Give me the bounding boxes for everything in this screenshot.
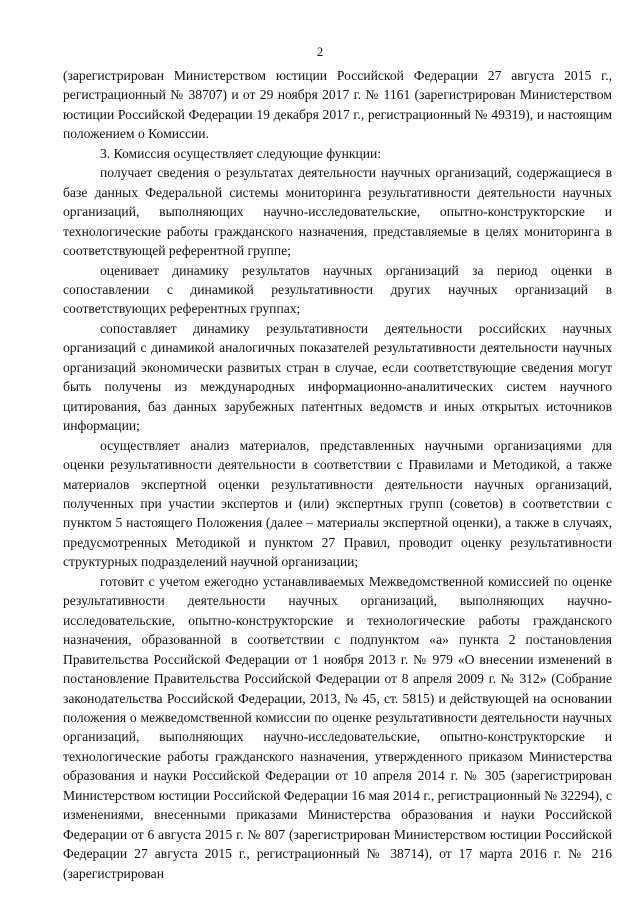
paragraph-functions-heading: 3. Комиссия осуществляет следующие функции: xyxy=(100,145,382,161)
paragraph-continuation: (зарегистрирован Министерством юстиции Российской Федерации 27 августа 2015 г., регистрационный № 38707) и от 29 ноября 2017 г. № 1161 (зарегистрирован Министерством юстиции Российской Федерации 19 декабря 2017 г., регистрационный № 49319), и настоящим положением о Комиссии. xyxy=(63,68,612,142)
page-number: 2 xyxy=(316,44,324,59)
document-body xyxy=(63,66,612,883)
paragraph-evaluates-dynamics: оценивает динамику результатов научных организаций за период оценки в сопоставлении с динамикой результативности других научных организаций в соответствующих референтных группах; xyxy=(63,262,612,317)
paragraph-compares-dynamics: сопоставляет динамику результативности деятельности российских научных организаций с динамикой аналогичных показателей результативности деятельности научных организаций экономически развитых стран в случае, если соответствующие сведения могут быть получены из международных информационно-аналитических систем научного цитирования, баз данных зарубежных патентных ведомств и иных открытых источников информации; xyxy=(63,320,612,434)
paragraph-receives-data: получает сведения о результатах деятельности научных организаций, содержащиеся в базе данных Федеральной системы мониторинга результативности деятельности научных организаций, выполняющих научно-исследовательские, опытно-конструкторские и технологические работы гражданского назначения, представляемые в целях мониторинга в соответствующей референтной группе; xyxy=(63,165,612,259)
paragraph-prepares: готовит с учетом ежегодно устанавливаемых Межведомственной комиссией по оценке результативности деятельности научных организаций, выполняющих научно-исследовательские, опытно-конструкторские и технологические работы гражданского назначения, образованной в соответствии с подпунктом «а» пункта 2 постановления Правительства Российской Федерации от 1 ноября 2013 г. № 979 «О внесении изменений в постановление Правительства Российской Федерации от 8 апреля 2009 г. № 312» (Собрание законодательства Российской Федерации, 2013, № 45, ст. 5815) и действующей на основании положения о межведомственной комиссии по оценке результативности деятельности научных организаций, выполняющих научно-исследовательские, опытно-конструкторские и технологические работы гражданского назначения, утвержденного приказом Министерства образования и науки Российской Федерации от 10 апреля 2014 г. № 305 (зарегистрирован Министерством юстиции Российской Федерации 16 мая 2014 г., регистрационный № 32294), с изменениями, внесенными приказами Министерства образования и науки Российской Федерации от 6 августа 2015 г. № 807 (зарегистрирован Министерством юстиции Российской Федерации 27 августа 2015 г., регистрационный № 38714), от 17 марта 2016 г. № 216 (зарегистрирован xyxy=(63,573,612,881)
paragraph-analyzes-materials: осуществляет анализ материалов, представленных научными организациями для оценки результативности деятельности в соответствии с Правилами и Методикой, а также материалов экспертной оценки результативности деятельности научных организаций, полученных при участии экспертов и (или) экспертных групп (советов) в соответствии с пунктом 5 настоящего Положения (далее – материалы экспертной оценки), а также в случаях, предусмотренных Методикой и пунктом 27 Правил, проводит оценку результативности структурных подразделений научной организации; xyxy=(63,437,612,570)
